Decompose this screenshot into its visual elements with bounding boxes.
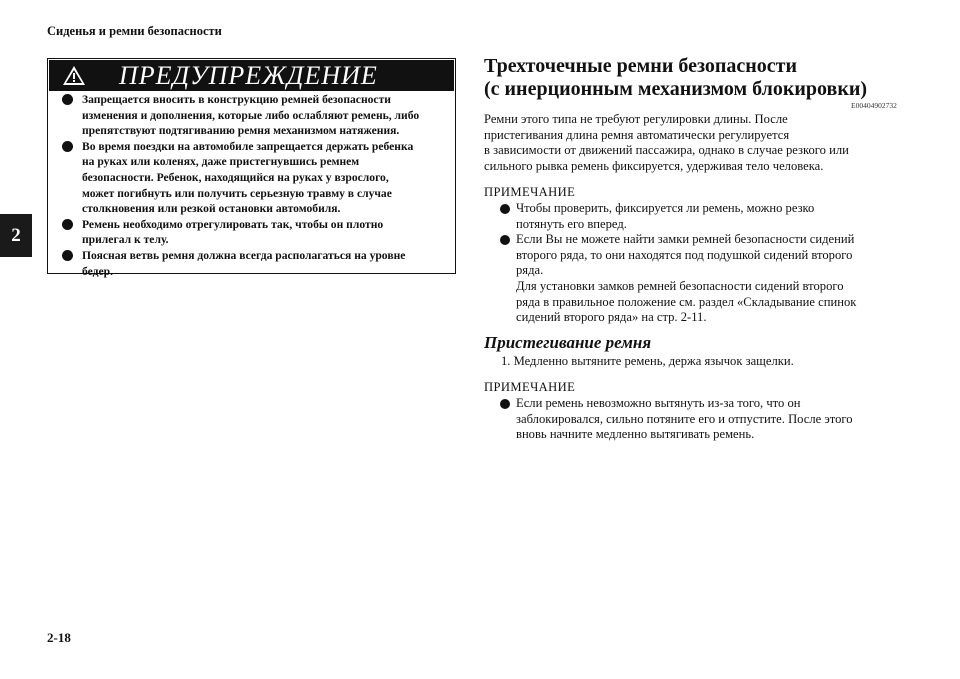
bullet-icon — [500, 204, 510, 214]
warning-line: Поясная ветвь ремня должна всегда располагаться на уровне — [82, 248, 406, 262]
note-line: второго ряда, то они находятся под подушкой сидений второго — [516, 247, 853, 262]
bullet-icon — [500, 399, 510, 409]
warning-item — [56, 248, 445, 279]
bullet-icon — [62, 219, 73, 230]
chapter-tab: 2 — [0, 214, 32, 257]
step-1: 1. Медленно вытяните ремень, держа язычок защелки. — [501, 354, 794, 368]
section-header: Сиденья и ремни безопасности — [47, 24, 222, 38]
note-line: Для установки замков ремней безопасности сидений второго — [516, 278, 844, 293]
bullet-icon — [62, 94, 73, 105]
note-line: ряда в правильное положение см. раздел «Складывание спинок — [516, 294, 857, 309]
note-item — [497, 396, 927, 443]
note-line: вновь начните медленно вытягивать ремень. — [516, 427, 755, 442]
note-line: заблокировался, сильно потяните его и отпустите. После этого — [516, 411, 853, 426]
warning-line: на руках или коленях, даже пристегнувшись ремнем — [82, 155, 360, 169]
warning-line: может погибнуть или получить серьезную травму в случае — [82, 186, 392, 200]
intro-line: Ремни этого типа не требуют регулировки длины. После — [484, 112, 788, 126]
warning-box — [47, 58, 456, 278]
warning-item — [56, 217, 445, 248]
note-list — [497, 201, 927, 326]
warning-item — [56, 92, 445, 139]
note-line: Если ремень невозможно вытянуть из-за того, что он — [516, 396, 801, 410]
note-label: ПРИМЕЧАНИЕ — [484, 380, 576, 394]
warning-line: Ремень необходимо отрегулировать так, чтобы он плотно — [82, 217, 384, 231]
document-code: E00404902732 — [851, 101, 897, 110]
warning-item — [56, 139, 445, 217]
subheading: Пристегивание ремня — [484, 333, 652, 352]
warning-list — [56, 92, 445, 279]
intro-line: в зависимости от движений пассажира, однако в случае резкого или — [484, 143, 849, 158]
note-label: ПРИМЕЧАНИЕ — [484, 185, 576, 199]
note-line: сидений второго ряда» на стр. 2-11. — [516, 310, 707, 325]
warning-line: изменения и дополнения, которые либо ослабляют ремень, либо — [82, 108, 420, 122]
warning-triangle-icon — [61, 64, 87, 87]
intro-paragraph — [484, 112, 914, 174]
warning-line: бедер. — [82, 264, 113, 278]
bullet-icon — [62, 141, 73, 152]
warning-title: ПРЕДУПРЕЖДЕНИЕ — [119, 60, 378, 90]
note-list — [497, 396, 927, 443]
bullet-icon — [62, 250, 73, 261]
warning-line: препятствуют подтягиванию ремня механизмом натяжения. — [82, 124, 400, 138]
intro-line: пристегивания длина ремня автоматически регулируется — [484, 127, 790, 142]
warning-line: Во время поездки на автомобиле запрещается держать ребенка — [82, 139, 414, 153]
warning-line: прилегал к телу. — [82, 233, 169, 247]
note-item — [497, 232, 927, 326]
note-line: Чтобы проверить, фиксируется ли ремень, можно резко — [516, 201, 815, 215]
warning-line: столкновения или резкой остановки автомобиля. — [82, 202, 341, 216]
intro-line: сильного рывка ремень фиксируется, удерживая тело человека. — [484, 158, 824, 173]
note-item — [497, 201, 927, 232]
title-line: Трехточечные ремни безопасности — [484, 55, 798, 77]
warning-header — [49, 60, 454, 91]
title-line: (с инерционным механизмом блокировки) — [484, 78, 868, 100]
note-line: Если Вы не можете найти замки ремней безопасности сидений — [516, 232, 855, 247]
warning-line: Запрещается вносить в конструкцию ремней безопасности — [82, 93, 391, 106]
bullet-icon — [500, 235, 510, 245]
note-line: ряда. — [516, 263, 544, 278]
warning-line: безопасности. Ребенок, находящийся на руках у взрослого, — [82, 170, 389, 184]
page-number: 2-18 — [47, 630, 71, 645]
note-line: потянуть его вперед. — [516, 216, 627, 231]
section-title — [484, 55, 867, 101]
